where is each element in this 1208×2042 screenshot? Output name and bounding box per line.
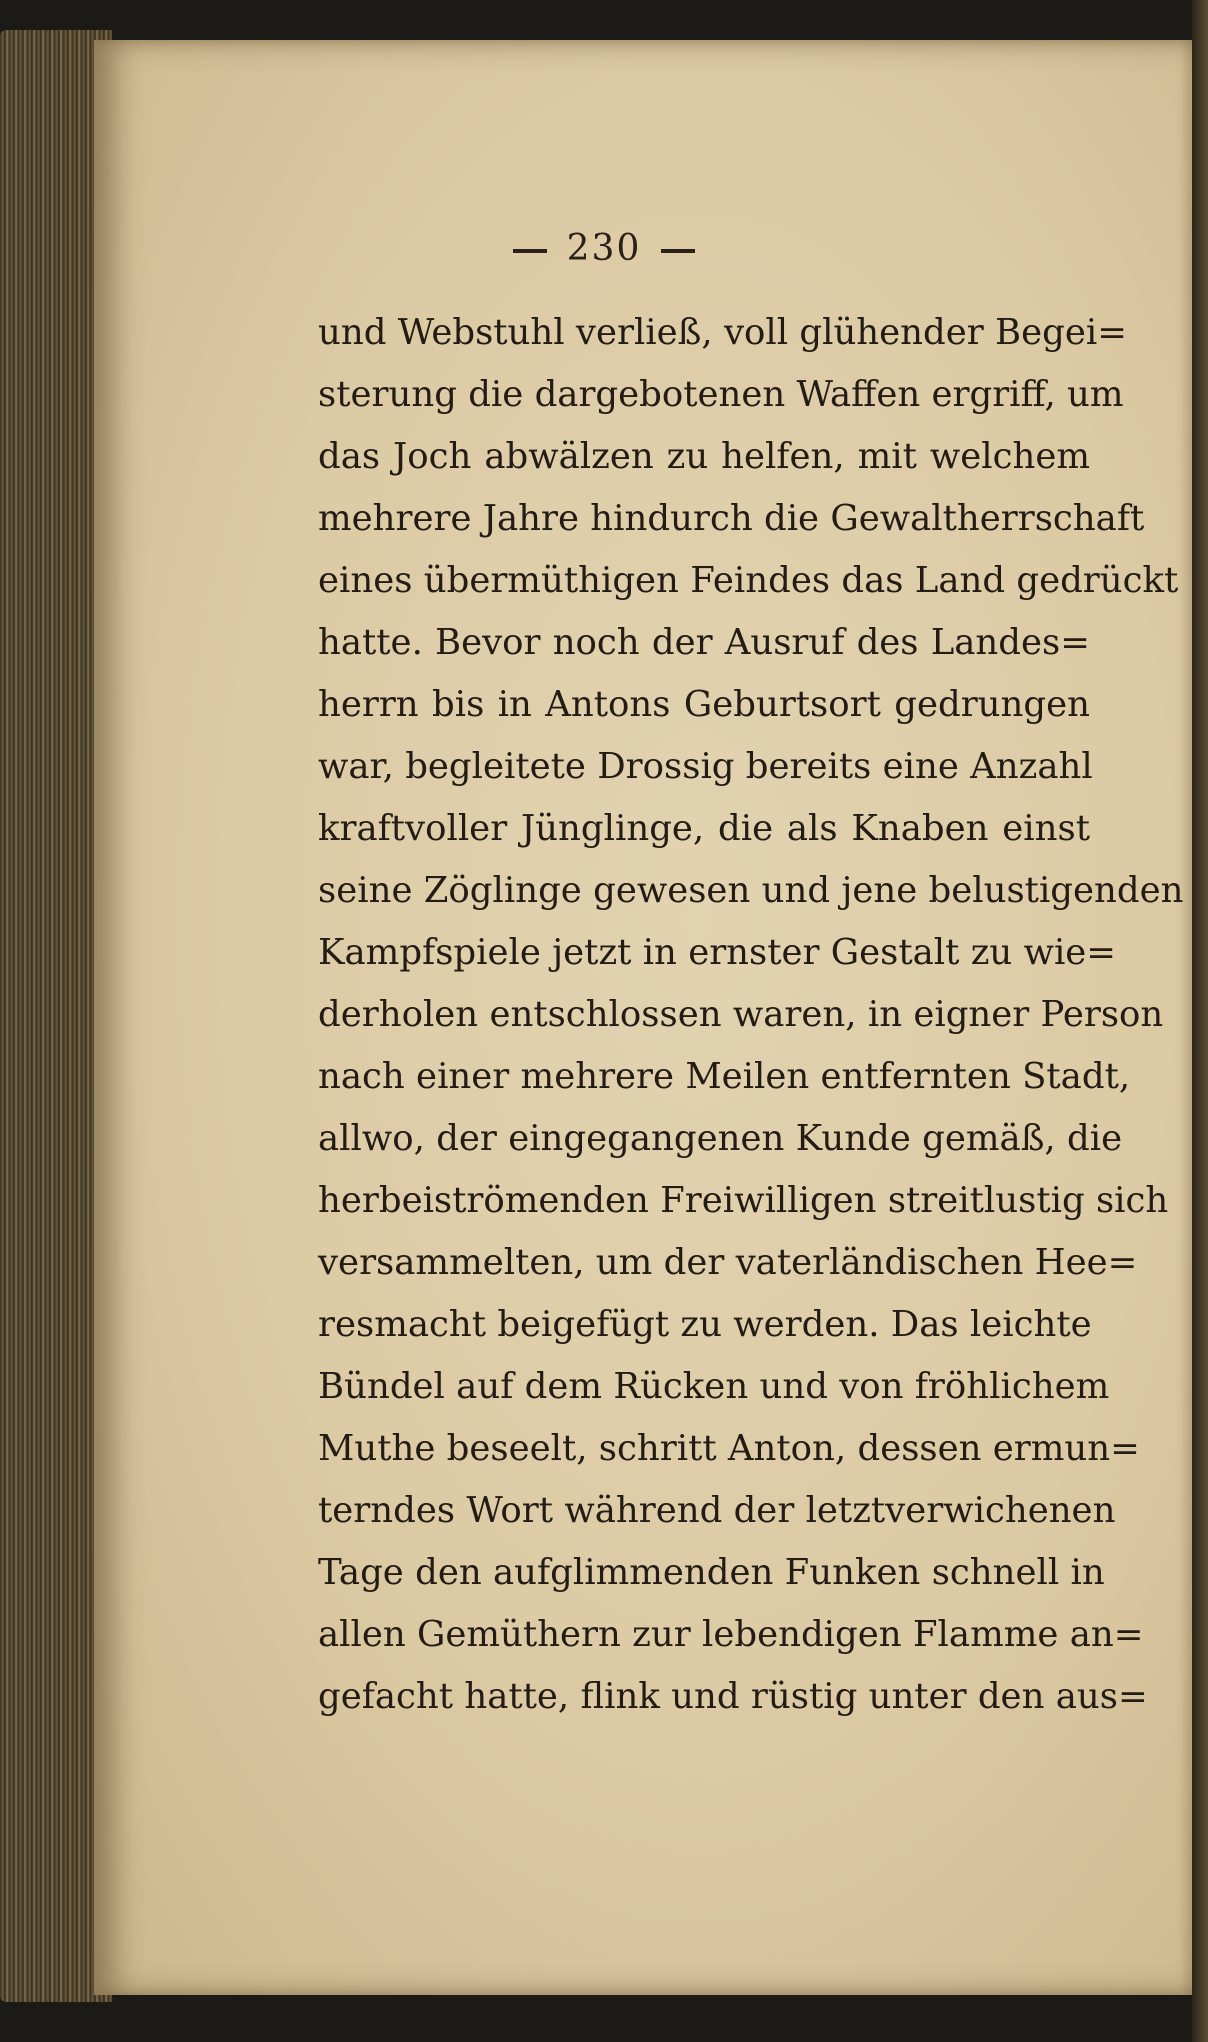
- text-line: resmacht beigefügt zu werden. Das leichte: [318, 1304, 1092, 1345]
- text-line: herrn bis in Antons Geburtsort gedrungen: [318, 684, 1090, 725]
- page-number: 230: [566, 228, 642, 269]
- text-line: das Joch abwälzen zu helfen, mit welchem: [318, 436, 1090, 477]
- text-line: derholen entschlossen waren, in eigner Person: [318, 994, 1164, 1035]
- text-line: nach einer mehrere Meilen entfernten Stadt,: [318, 1056, 1131, 1097]
- text-line: terndes Wort während der letztverwichenen: [318, 1490, 1116, 1531]
- text-line: Kampfspiele jetzt in ernster Gestalt zu wie=: [318, 932, 1117, 973]
- text-line: eines übermüthigen Feindes das Land gedrückt: [318, 560, 1179, 601]
- text-line: kraftvoller Jünglinge, die als Knaben einst: [318, 808, 1090, 849]
- right-dash: [661, 249, 695, 253]
- text-line: hatte. Bevor noch der Ausruf des Landes=: [318, 622, 1090, 663]
- left-dash: [513, 249, 547, 253]
- body-text: [318, 302, 1184, 1728]
- text-line: Tage den aufglimmenden Funken schnell in: [318, 1552, 1105, 1593]
- page-number-header: [0, 228, 1208, 269]
- text-line: Muthe beseelt, schritt Anton, dessen ermun=: [318, 1428, 1140, 1469]
- text-line: herbeiströmenden Freiwilligen streitlustig sich: [318, 1180, 1169, 1221]
- text-line: war, begleitete Drossig bereits eine Anzahl: [318, 746, 1093, 787]
- text-line: allwo, der eingegangenen Kunde gemäß, die: [318, 1118, 1123, 1159]
- text-line: sterung die dargebotenen Waffen ergriff, um: [318, 374, 1124, 415]
- text-line: mehrere Jahre hindurch die Gewaltherrschaft: [318, 498, 1145, 539]
- text-line: gefacht hatte, flink und rüstig unter den aus=: [318, 1676, 1148, 1717]
- text-line: allen Gemüthern zur lebendigen Flamme an=: [318, 1614, 1144, 1655]
- text-line: seine Zöglinge gewesen und jene belustigenden: [318, 870, 1184, 911]
- book-cover-edge: [1192, 0, 1208, 2042]
- text-line: versammelten, um der vaterländischen Hee=: [318, 1242, 1138, 1283]
- text-line: Bündel auf dem Rücken und von fröhlichem: [318, 1366, 1110, 1407]
- text-line: und Webstuhl verließ, voll glühender Begei=: [318, 312, 1127, 353]
